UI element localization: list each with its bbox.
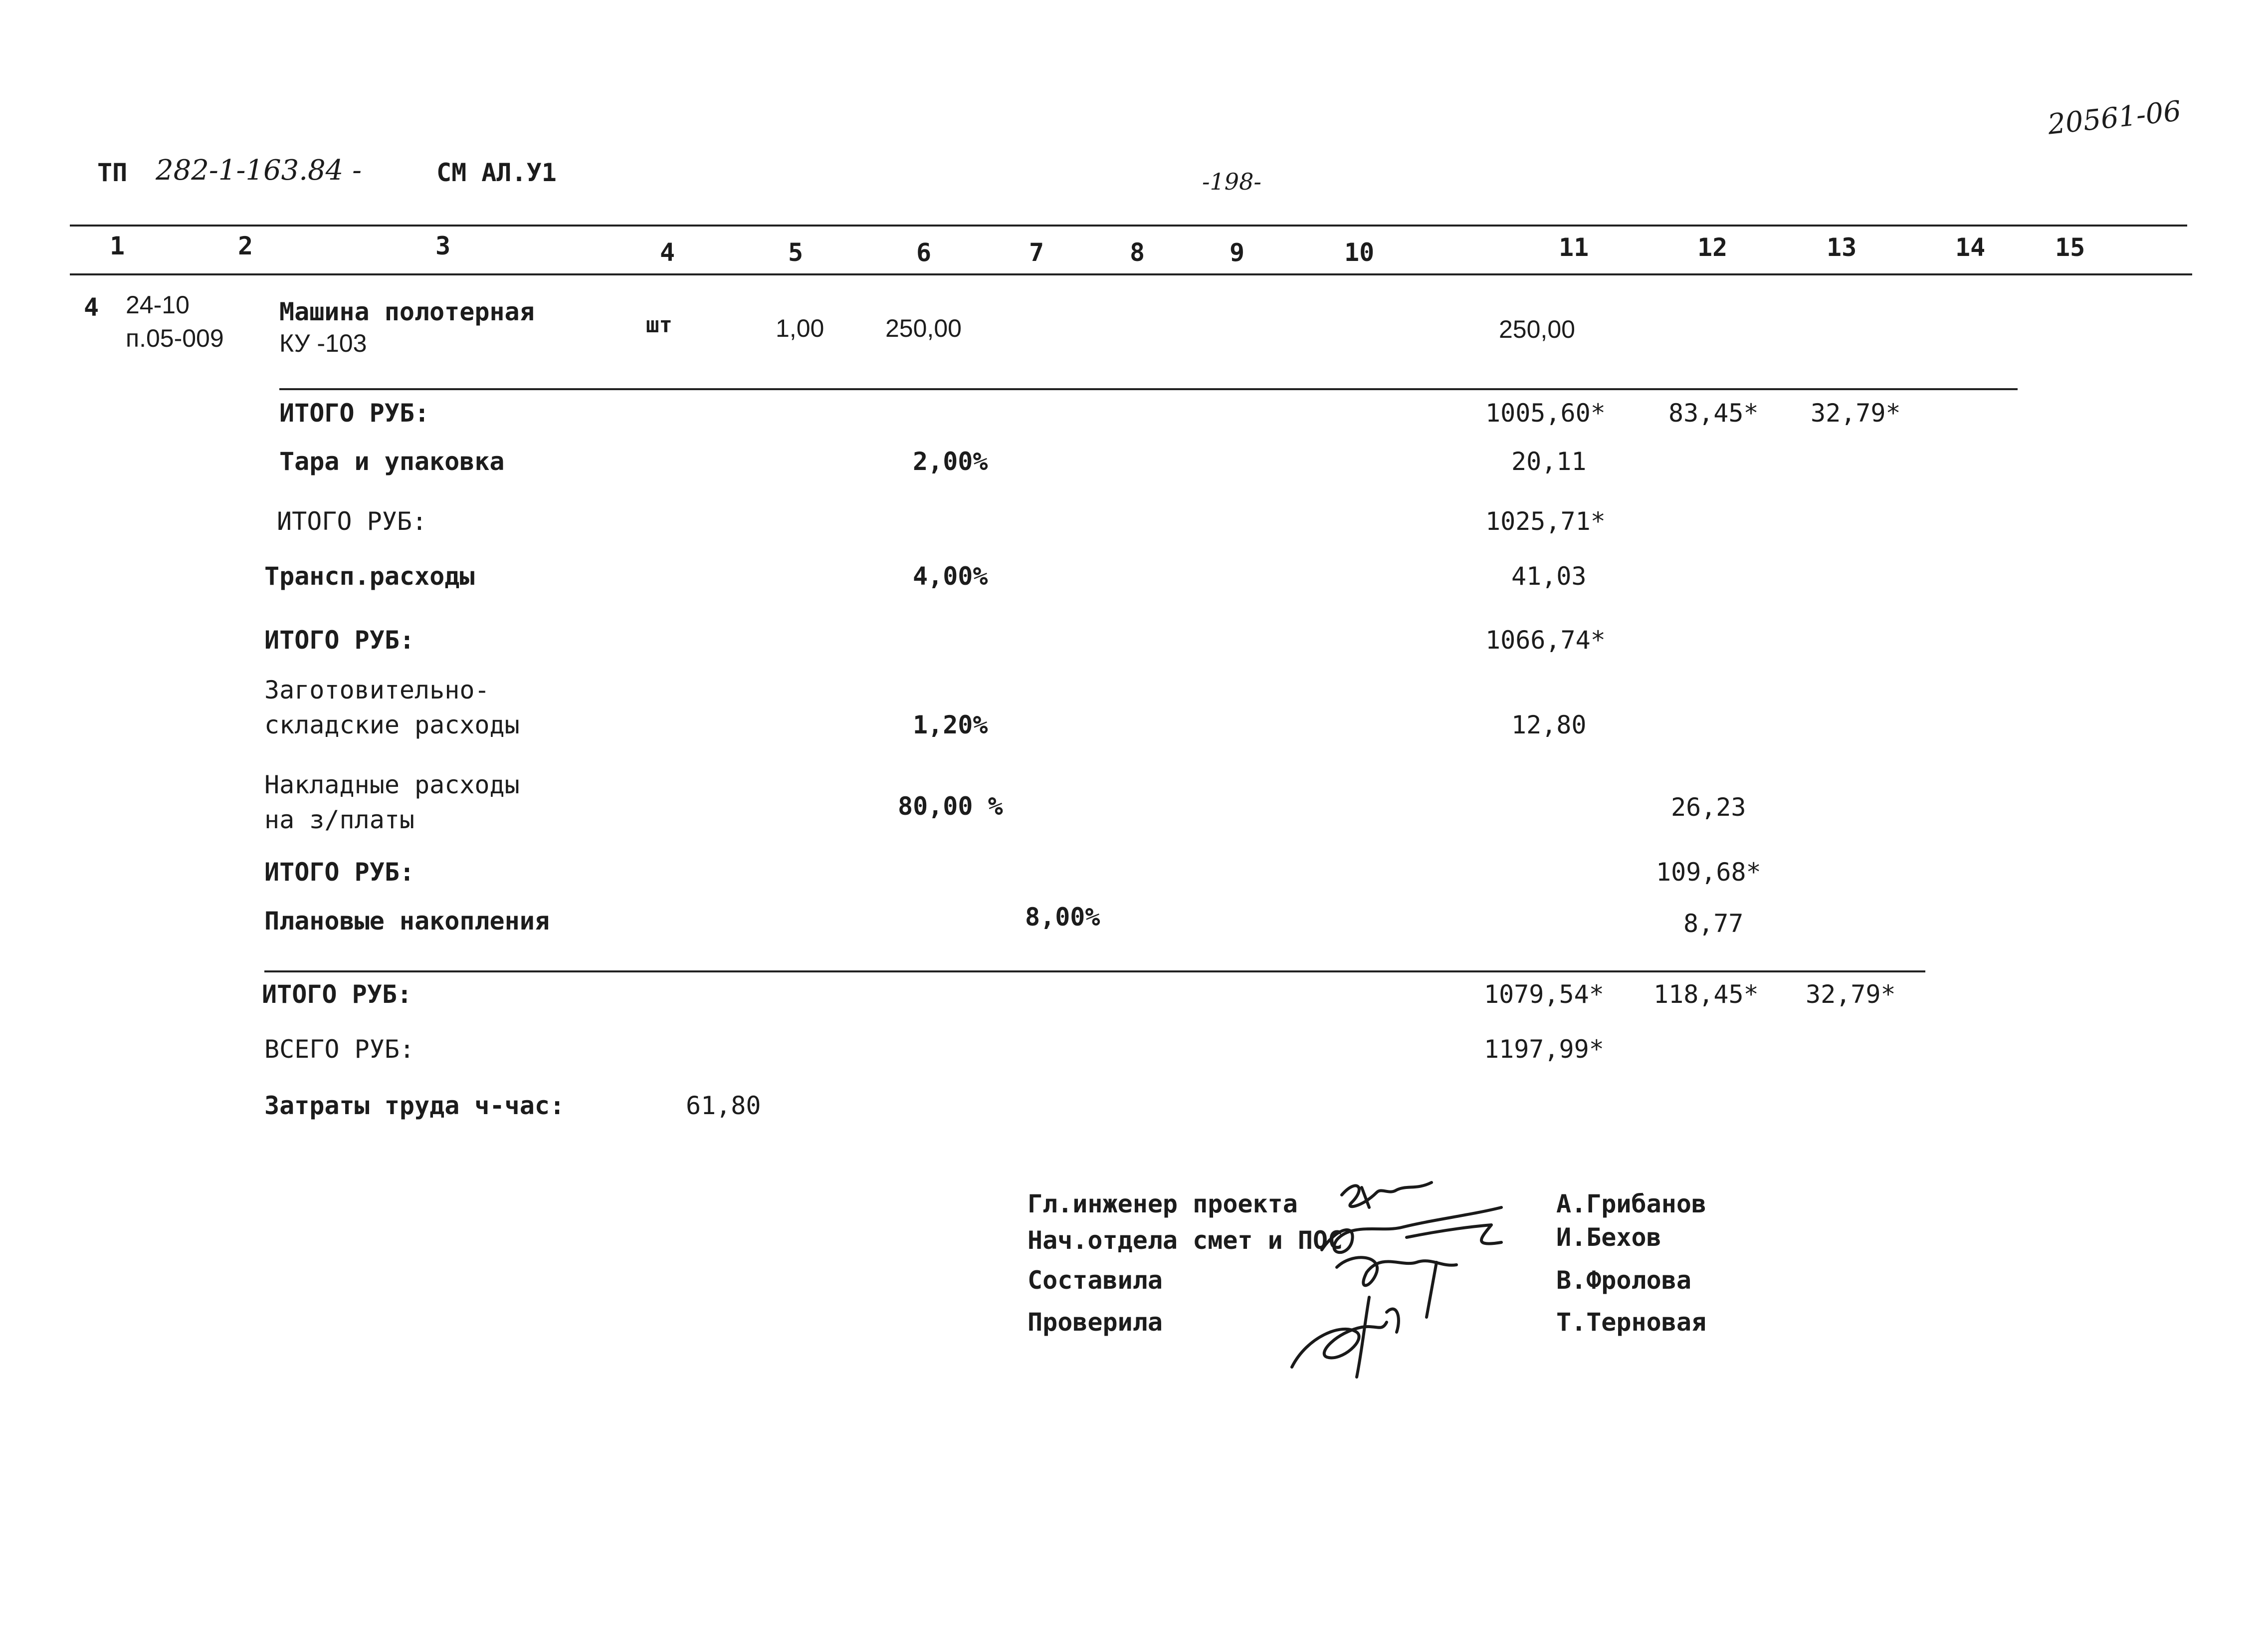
- signature-role: Нач.отдела смет и ПОС: [1028, 1226, 1343, 1255]
- signature-name: В.Фролова: [1556, 1266, 1691, 1295]
- itogo-col12: 109,68*: [1656, 858, 1761, 887]
- col-num: 12: [1697, 233, 1728, 262]
- tara-pct: 2,00%: [913, 447, 988, 476]
- col-num: 7: [1029, 238, 1044, 267]
- zagot-col11: 12,80: [1511, 710, 1587, 739]
- labor-label: Затраты труда ч-час:: [264, 1091, 565, 1120]
- header-top-rule: [70, 225, 2187, 227]
- item-model: КУ -103: [279, 329, 367, 357]
- item-code-ref: п.05-009: [126, 324, 224, 352]
- col-num: 3: [435, 232, 451, 260]
- item-unit: шт: [646, 312, 672, 338]
- itogo-col11: 1079,54*: [1484, 980, 1604, 1009]
- itogo-label: ИТОГО РУБ:: [277, 507, 427, 536]
- signature-role: Проверила: [1028, 1308, 1163, 1337]
- doc-code-number: 282-1-163.84 -: [156, 154, 362, 187]
- plan-col12: 8,77: [1683, 909, 1744, 938]
- signature-role: Гл.инженер проекта: [1028, 1189, 1298, 1218]
- item-qty: 1,00: [776, 314, 825, 342]
- itogo-col11: 1066,74*: [1485, 626, 1606, 655]
- signature-role: Составила: [1028, 1266, 1163, 1295]
- transp-pct: 4,00%: [913, 562, 988, 591]
- signature-name: И.Бехов: [1556, 1223, 1661, 1252]
- col-num: 4: [660, 238, 675, 267]
- col-num: 8: [1130, 238, 1145, 267]
- itogo-label: ИТОГО РУБ:: [262, 980, 412, 1009]
- labor-value: 61,80: [686, 1091, 761, 1120]
- item-price: 250,00: [885, 314, 962, 342]
- col-num: 5: [788, 238, 804, 267]
- itogo-col11: 1005,60*: [1485, 399, 1606, 428]
- item-divider: [279, 388, 2018, 390]
- itogo-col13: 32,79*: [1806, 980, 1896, 1009]
- doc-code-prefix: ТП: [97, 158, 128, 187]
- item-total: 250,00: [1499, 315, 1575, 343]
- col-num: 9: [1230, 238, 1245, 267]
- itogo-label: ИТОГО РУБ:: [279, 399, 430, 428]
- handwritten-signatures: [1282, 1168, 1511, 1392]
- naklad-pct: 80,00 %: [898, 792, 1003, 821]
- col-num: 10: [1344, 238, 1375, 267]
- naklad-col12: 26,23: [1671, 793, 1746, 822]
- zagot-label: Заготовительно-: [264, 676, 490, 704]
- naklad-label: Накладные расходы: [264, 770, 520, 799]
- tara-col11: 20,11: [1511, 447, 1587, 476]
- col-num: 6: [916, 238, 932, 267]
- tara-label: Тара и упаковка: [279, 447, 505, 476]
- zagot-label-cont: складские расходы: [264, 710, 520, 739]
- plan-label: Плановые накопления: [264, 907, 550, 936]
- col-num: 2: [238, 232, 253, 260]
- col-num: 14: [1955, 233, 1986, 262]
- signature-name: А.Грибанов: [1556, 1189, 1707, 1218]
- plan-pct: 8,00%: [1025, 903, 1100, 932]
- col-num: 11: [1559, 233, 1589, 262]
- vsego-col11: 1197,99*: [1484, 1035, 1604, 1064]
- page-number: -198-: [1202, 168, 1261, 195]
- summary-divider: [264, 970, 1925, 972]
- item-num: 4: [84, 293, 99, 322]
- signature-name: Т.Терновая: [1556, 1308, 1707, 1337]
- vsego-label: ВСЕГО РУБ:: [264, 1035, 415, 1064]
- transp-label: Трансп.расходы: [264, 562, 475, 591]
- naklad-label-cont: на з/платы: [264, 805, 415, 834]
- itogo-label: ИТОГО РУБ:: [264, 858, 415, 887]
- transp-col11: 41,03: [1511, 562, 1587, 591]
- col-num: 1: [110, 232, 125, 260]
- col-num: 13: [1827, 233, 1857, 262]
- itogo-label: ИТОГО РУБ:: [264, 626, 415, 655]
- zagot-pct: 1,20%: [913, 710, 988, 739]
- header-bottom-rule: [70, 273, 2192, 275]
- itogo-col11: 1025,71*: [1485, 507, 1606, 536]
- col-num: 15: [2055, 233, 2085, 262]
- itogo-col13: 32,79*: [1811, 399, 1901, 428]
- itogo-col12: 118,45*: [1653, 980, 1759, 1009]
- item-name: Машина полотерная: [279, 297, 535, 326]
- doc-section: СМ АЛ.У1: [436, 158, 557, 187]
- item-code: 24-10: [126, 291, 190, 319]
- stamp-number: 20561-06: [2046, 95, 2183, 141]
- itogo-col12: 83,45*: [1668, 399, 1759, 428]
